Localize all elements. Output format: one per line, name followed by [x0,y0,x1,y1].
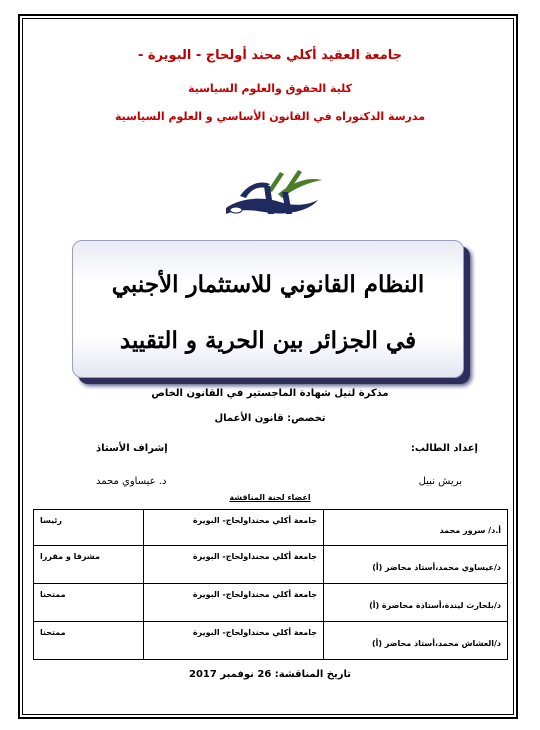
doctoral-school-name: مدرسة الدكتوراه في القانون الأساسي و العلوم السياسية [114,110,426,123]
thesis-title-line1: النظام القانوني للاستثمار الأجنبي [111,271,425,298]
thesis-title-box [72,240,464,378]
supervisor-name: د. عيساوي محمد [96,476,167,487]
member-role: رئيسا [34,510,144,546]
committee-label: اعضاء لجنة المناقشة [229,493,311,502]
university-name: جامعة العقيد أكلي محند أولحاج - البويرة - [137,48,403,63]
student-label: إعداد الطالب: [410,443,478,454]
table-row [34,546,508,584]
member-name: د/عيساوي محمد،أستاذ محاضر (أ) [324,546,508,584]
degree-statement: مذكرة لنيل شهادة الماجستير في القانون الخاص [151,388,389,399]
member-role: مشرفا و مقررا [34,546,144,584]
table-row [34,510,508,546]
member-name: د/العشاش محمد،أستاذ محاضر (أ) [324,622,508,660]
committee-table [33,509,508,660]
member-name: أ.د/ سرور محمد [324,510,508,546]
member-role: ممتحنا [34,622,144,660]
table-row [34,622,508,660]
thesis-title-line2: في الجزائر بين الحرية و التقييد [119,327,417,354]
member-university: جامعة أكلي محنداولحاج- البويرة [144,584,324,622]
student-name: بريش نبيل [418,476,462,487]
member-university: جامعة أكلي محنداولحاج- البويرة [144,546,324,584]
faculty-name: كلية الحقوق والعلوم السياسية [187,82,353,95]
table-row [34,584,508,622]
defense-date: تاريخ المناقشة: 26 نوفمبر 2017 [188,669,351,680]
member-name: د/بلحارث ليندة،أستاذة محاضرة (أ) [324,584,508,622]
member-role: ممتحنا [34,584,144,622]
specialty: تخصص: قانون الأعمال [214,413,326,424]
member-university: جامعة أكلي محنداولحاج- البويرة [144,622,324,660]
member-university: جامعة أكلي محنداولحاج- البويرة [144,510,324,546]
university-logo-icon [220,162,325,222]
supervisor-label: إشراف الأستاذ [96,443,168,454]
